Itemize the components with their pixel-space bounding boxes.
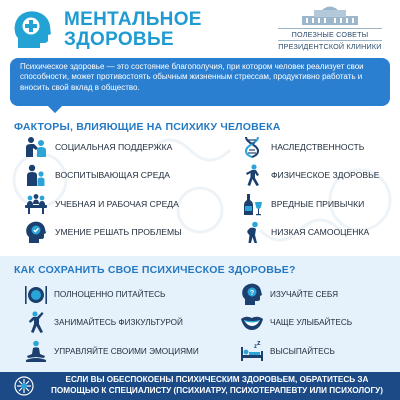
callout-pointer (48, 99, 62, 113)
footer-message (40, 375, 394, 396)
clinic-emblem-icon (14, 376, 34, 396)
tip-item (240, 281, 338, 307)
smile-lips-icon (240, 310, 264, 334)
tip-label: УПРАВЛЯЙТЕ СВОИМИ ЭМОЦИЯМИ (54, 346, 199, 356)
factor-item (24, 162, 170, 188)
sad-person-icon (240, 220, 264, 244)
clinic-line-1: ПОЛЕЗНЫЕ СОВЕТЫ (291, 30, 369, 39)
tip-label: ЧАЩЕ УЛЫБАЙТЕСЬ (270, 317, 353, 327)
factors-title: ФАКТОРЫ, ВЛИЯЮЩИЕ НА ПСИХИКУ ЧЕЛОВЕКА (14, 121, 281, 133)
tip-item (240, 338, 335, 364)
factor-item (24, 191, 179, 217)
dna-icon (240, 135, 264, 159)
meditation-icon (24, 339, 48, 363)
tip-label: ЗАНИМАЙТЕСЬ ФИЗКУЛЬТУРОЙ (54, 317, 183, 327)
factor-label: НИЗКАЯ САМООЦЕНКА (271, 227, 370, 237)
clinic-building-icon (300, 4, 360, 26)
svg-text:?: ? (249, 289, 255, 297)
tip-label: ИЗУЧАЙТЕ СЕБЯ (270, 289, 339, 299)
bottle-glass-icon (240, 192, 264, 216)
parent-child-icon (24, 163, 48, 187)
definition-box (10, 58, 390, 106)
factor-item (240, 162, 379, 188)
footer-line-2: ПОМОЩЬЮ К СПЕЦИАЛИСТУ (ПСИХИАТРУ, ПСИХОТЕРАПЕВТУ ИЛИ ПСИХОЛОГУ) (51, 385, 383, 395)
footer-line-1: ЕСЛИ ВЫ ОБЕСПОКОЕНЫ ПСИХИЧЕСКИМ ЗДОРОВЬЕМ, ОБРАТИТЕСЬ ЗА (65, 375, 369, 384)
factor-item (240, 134, 364, 160)
factor-item (240, 219, 369, 245)
factor-label: УЧЕБНАЯ И РАБОЧАЯ СРЕДА (55, 199, 179, 209)
head-with-cross-icon (10, 8, 54, 52)
tip-item (24, 309, 183, 335)
svg-text:z: z (254, 344, 257, 350)
tip-item (24, 281, 165, 307)
factor-item (24, 219, 182, 245)
tip-item (240, 309, 352, 335)
factor-label: УМЕНИЕ РЕШАТЬ ПРОБЛЕМЫ (55, 227, 182, 237)
definition-text: Психическое здоровье — это состояние благополучия, при котором человек реализует свои способности, может противостоять обычным жизненным стрессам, продуктивно работать и вносить свой вклад в общество. (20, 62, 364, 92)
tip-label: ПОЛНОЦЕННО ПИТАЙТЕСЬ (54, 289, 166, 299)
stretching-person-icon (24, 310, 48, 334)
factor-label: ВОСПИТЫВАЮЩАЯ СРЕДА (55, 170, 171, 180)
support-people-icon (24, 135, 48, 159)
plate-cutlery-icon (24, 282, 48, 306)
factor-label: СОЦИАЛЬНАЯ ПОДДЕРЖКА (55, 142, 173, 152)
svg-text:z: z (257, 340, 261, 347)
meeting-table-icon (24, 192, 48, 216)
clinic-block (272, 4, 388, 51)
tip-item (24, 338, 199, 364)
clinic-line-2: ПРЕЗИДЕНТСКОЙ КЛИНИКИ (278, 42, 382, 51)
title-line-1: МЕНТАЛЬНОЕ (64, 9, 202, 30)
page-title (64, 10, 234, 50)
title-line-2: ЗДОРОВЬЕ (64, 29, 174, 50)
divider (278, 28, 382, 29)
exercising-person-icon (240, 163, 264, 187)
factor-item (240, 191, 364, 217)
divider (278, 40, 382, 41)
keep-title: КАК СОХРАНИТЬ СВОЕ ПСИХИЧЕСКОЕ ЗДОРОВЬЕ? (14, 264, 296, 276)
factor-label: ФИЗИЧЕСКОЕ ЗДОРОВЬЕ (271, 170, 380, 180)
factor-label: НАСЛЕДСТВЕННОСТЬ (271, 142, 365, 152)
sleeping-bed-icon (240, 339, 264, 363)
factor-item (24, 134, 172, 160)
factor-label: ВРЕДНЫЕ ПРИВЫЧКИ (271, 199, 365, 209)
head-question-icon (240, 282, 264, 306)
head-check-icon (24, 220, 48, 244)
tip-label: ВЫСЫПАЙТЕСЬ (270, 346, 335, 356)
